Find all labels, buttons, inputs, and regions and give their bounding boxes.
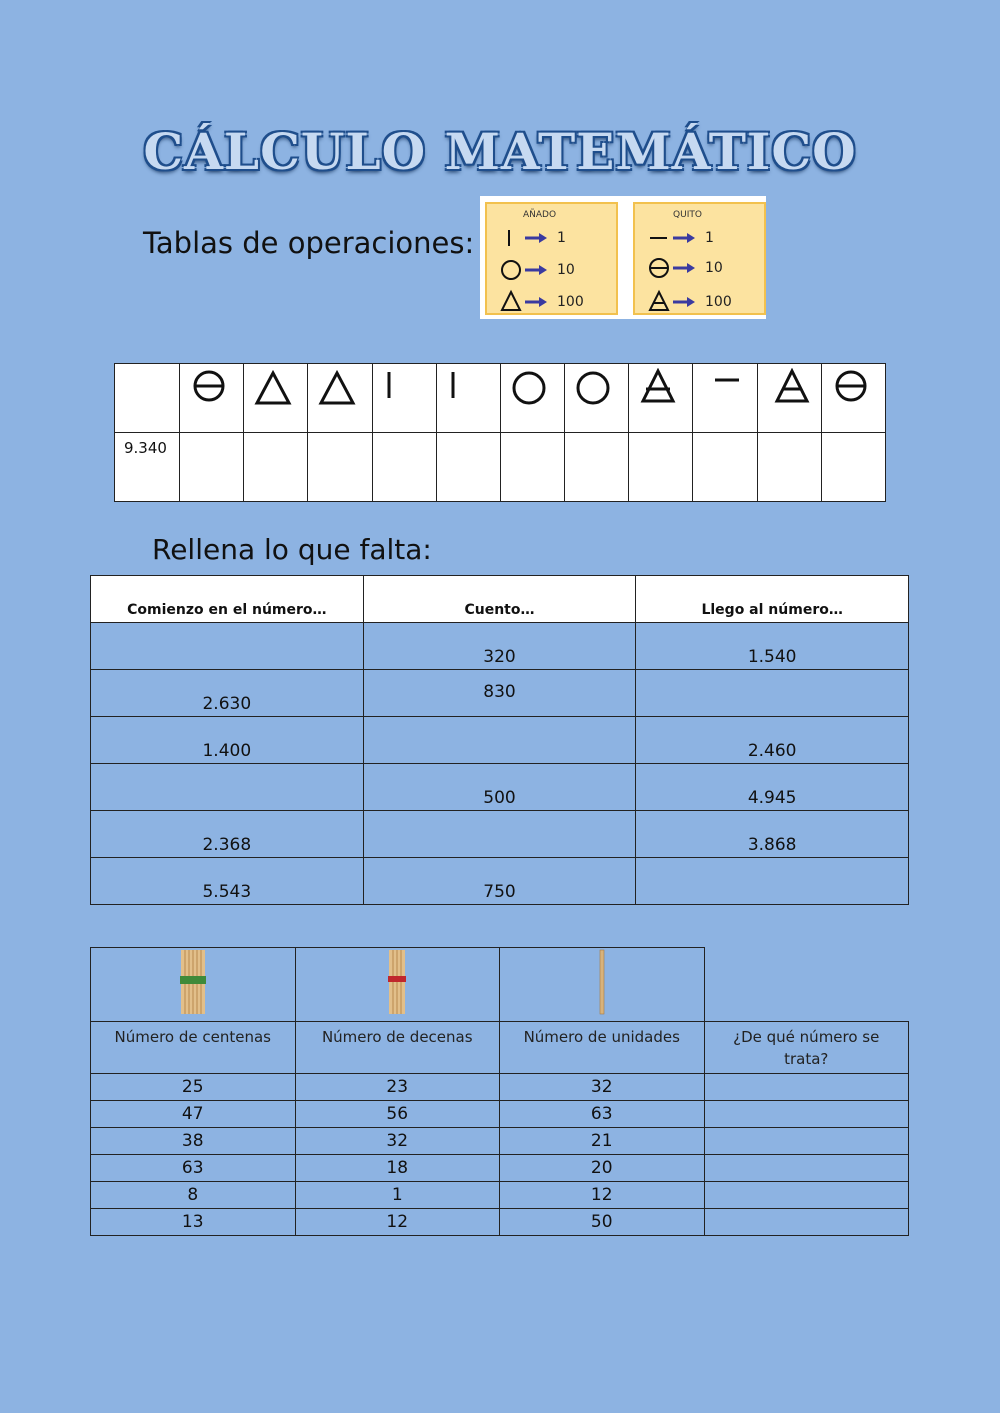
legend-row — [499, 286, 614, 316]
fill-cell[interactable]: 5.543 — [91, 858, 364, 905]
table-row — [91, 858, 909, 905]
table-row — [91, 1101, 909, 1128]
legend-row — [647, 286, 762, 316]
answer-cell[interactable] — [704, 1209, 909, 1236]
column-header: Llego al número… — [636, 576, 909, 623]
answer-cell[interactable] — [180, 433, 244, 502]
legend-value: 10 — [557, 262, 575, 278]
symbol-cell — [629, 364, 693, 433]
fill-cell[interactable] — [636, 670, 909, 717]
fill-cell[interactable]: 2.368 — [91, 811, 364, 858]
dash-icon — [647, 222, 705, 252]
fill-cell[interactable]: 4.945 — [636, 764, 909, 811]
table-row — [91, 1182, 909, 1209]
hundreds-cell: 38 — [91, 1128, 296, 1155]
fill-cell[interactable]: 320 — [363, 623, 636, 670]
column-header: Número de unidades — [500, 1022, 705, 1074]
legend-value: 1 — [557, 230, 566, 246]
count-table — [90, 947, 909, 1236]
fill-cell[interactable]: 1.400 — [91, 717, 364, 764]
hundreds-cell: 25 — [91, 1074, 296, 1101]
units-cell: 50 — [500, 1209, 705, 1236]
table-row — [91, 623, 909, 670]
bar-icon — [499, 222, 557, 252]
legend-value: 100 — [557, 294, 584, 310]
column-header: Número de decenas — [295, 1022, 500, 1074]
blank-cell — [704, 948, 909, 1022]
answer-cell[interactable] — [500, 433, 564, 502]
units-cell: 63 — [500, 1101, 705, 1128]
answer-cell[interactable] — [244, 433, 308, 502]
add-legend-heading: AÑADO — [522, 210, 557, 220]
hundreds-cell: 13 — [91, 1209, 296, 1236]
answer-cell[interactable] — [704, 1128, 909, 1155]
units-cell: 12 — [500, 1182, 705, 1209]
crossed-circle-icon — [647, 252, 705, 282]
fill-table — [90, 575, 909, 905]
symbol-cell — [757, 364, 821, 433]
units-cell: 20 — [500, 1155, 705, 1182]
fill-cell[interactable]: 500 — [363, 764, 636, 811]
fill-cell[interactable]: 750 — [363, 858, 636, 905]
table-row — [91, 1155, 909, 1182]
table-row — [91, 670, 909, 717]
tens-cell: 32 — [295, 1128, 500, 1155]
triangle-icon — [499, 286, 557, 316]
answer-row — [115, 433, 886, 502]
bar-icon — [377, 368, 427, 408]
answer-cell[interactable] — [436, 433, 500, 502]
bar-icon — [441, 368, 491, 408]
fill-cell[interactable] — [363, 811, 636, 858]
crossed-triangle-icon — [633, 368, 683, 408]
fill-section-title: Rellena lo que falta: — [152, 533, 432, 566]
symbol-row — [115, 364, 886, 433]
legend-value: 1 — [705, 230, 714, 246]
answer-cell[interactable] — [757, 433, 821, 502]
page-title: CÁLCULO MATEMÁTICO — [143, 122, 857, 181]
answer-cell[interactable] — [704, 1101, 909, 1128]
fill-cell[interactable] — [636, 858, 909, 905]
fill-cell[interactable] — [91, 623, 364, 670]
legend-row — [499, 254, 614, 284]
fill-cell[interactable] — [363, 717, 636, 764]
table-row — [91, 1074, 909, 1101]
fill-header-row — [91, 576, 909, 623]
fill-cell[interactable]: 2.460 — [636, 717, 909, 764]
symbol-cell — [372, 364, 436, 433]
stick-bundle-tens-icon — [386, 948, 408, 1016]
circle-icon — [505, 368, 555, 408]
column-header: Cuento… — [363, 576, 636, 623]
symbol-cell — [180, 364, 244, 433]
symbol-cell — [565, 364, 629, 433]
units-cell: 32 — [500, 1074, 705, 1101]
symbol-cell — [244, 364, 308, 433]
answer-cell[interactable] — [565, 433, 629, 502]
answer-cell[interactable] — [704, 1155, 909, 1182]
tens-cell: 12 — [295, 1209, 500, 1236]
symbol-cell — [500, 364, 564, 433]
answer-cell[interactable] — [308, 433, 372, 502]
single-stick-icon — [596, 948, 608, 1016]
circle-icon — [499, 254, 557, 284]
triangle-icon — [312, 368, 362, 408]
add-legend-box — [485, 202, 618, 315]
table-row — [91, 811, 909, 858]
answer-cell[interactable] — [693, 433, 757, 502]
answer-cell[interactable] — [704, 1074, 909, 1101]
symbol-cell — [821, 364, 885, 433]
triangle-icon — [248, 368, 298, 408]
hundreds-cell: 8 — [91, 1182, 296, 1209]
circle-icon — [569, 368, 619, 408]
tens-cell: 23 — [295, 1074, 500, 1101]
fill-cell[interactable]: 830 — [363, 670, 636, 717]
column-header: ¿De qué número se trata? — [704, 1022, 909, 1074]
image-cell — [295, 948, 500, 1022]
legend-value: 100 — [705, 294, 732, 310]
legend-row — [647, 252, 762, 282]
tens-cell: 56 — [295, 1101, 500, 1128]
crossed-triangle-icon — [762, 368, 812, 408]
hundreds-cell: 47 — [91, 1101, 296, 1128]
operations-subtitle: Tablas de operaciones: — [143, 226, 475, 260]
image-cell — [91, 948, 296, 1022]
image-row — [91, 948, 909, 1022]
crossed-circle-icon — [826, 368, 876, 408]
legend-row — [499, 222, 614, 252]
answer-cell[interactable] — [821, 433, 885, 502]
crossed-circle-icon — [184, 368, 234, 408]
tens-cell: 18 — [295, 1155, 500, 1182]
start-number: 9.340 — [115, 433, 180, 502]
dash-icon — [697, 368, 747, 408]
symbol-cell — [436, 364, 500, 433]
answer-cell[interactable] — [629, 433, 693, 502]
fill-cell[interactable]: 3.868 — [636, 811, 909, 858]
table-row — [91, 717, 909, 764]
hundreds-cell: 63 — [91, 1155, 296, 1182]
symbol-table — [114, 363, 886, 502]
fill-cell[interactable]: 1.540 — [636, 623, 909, 670]
table-row — [91, 1209, 909, 1236]
operations-legend — [480, 196, 766, 319]
image-cell — [500, 948, 705, 1022]
column-header: Comienzo en el número… — [91, 576, 364, 623]
fill-cell[interactable]: 2.630 — [91, 670, 364, 717]
count-header-row — [91, 1022, 909, 1074]
remove-legend-box — [633, 202, 766, 315]
column-header: Número de centenas — [91, 1022, 296, 1074]
table-row — [91, 764, 909, 811]
stick-bundle-hundreds-icon — [178, 948, 208, 1016]
symbol-corner-cell — [115, 364, 180, 433]
units-cell: 21 — [500, 1128, 705, 1155]
fill-cell[interactable] — [91, 764, 364, 811]
answer-cell[interactable] — [704, 1182, 909, 1209]
symbol-cell — [308, 364, 372, 433]
legend-value: 10 — [705, 260, 723, 276]
answer-cell[interactable] — [372, 433, 436, 502]
table-row — [91, 1128, 909, 1155]
crossed-triangle-icon — [647, 286, 705, 316]
symbol-cell — [693, 364, 757, 433]
remove-legend-heading: QUITO — [673, 210, 702, 220]
tens-cell: 1 — [295, 1182, 500, 1209]
legend-row — [647, 222, 762, 252]
